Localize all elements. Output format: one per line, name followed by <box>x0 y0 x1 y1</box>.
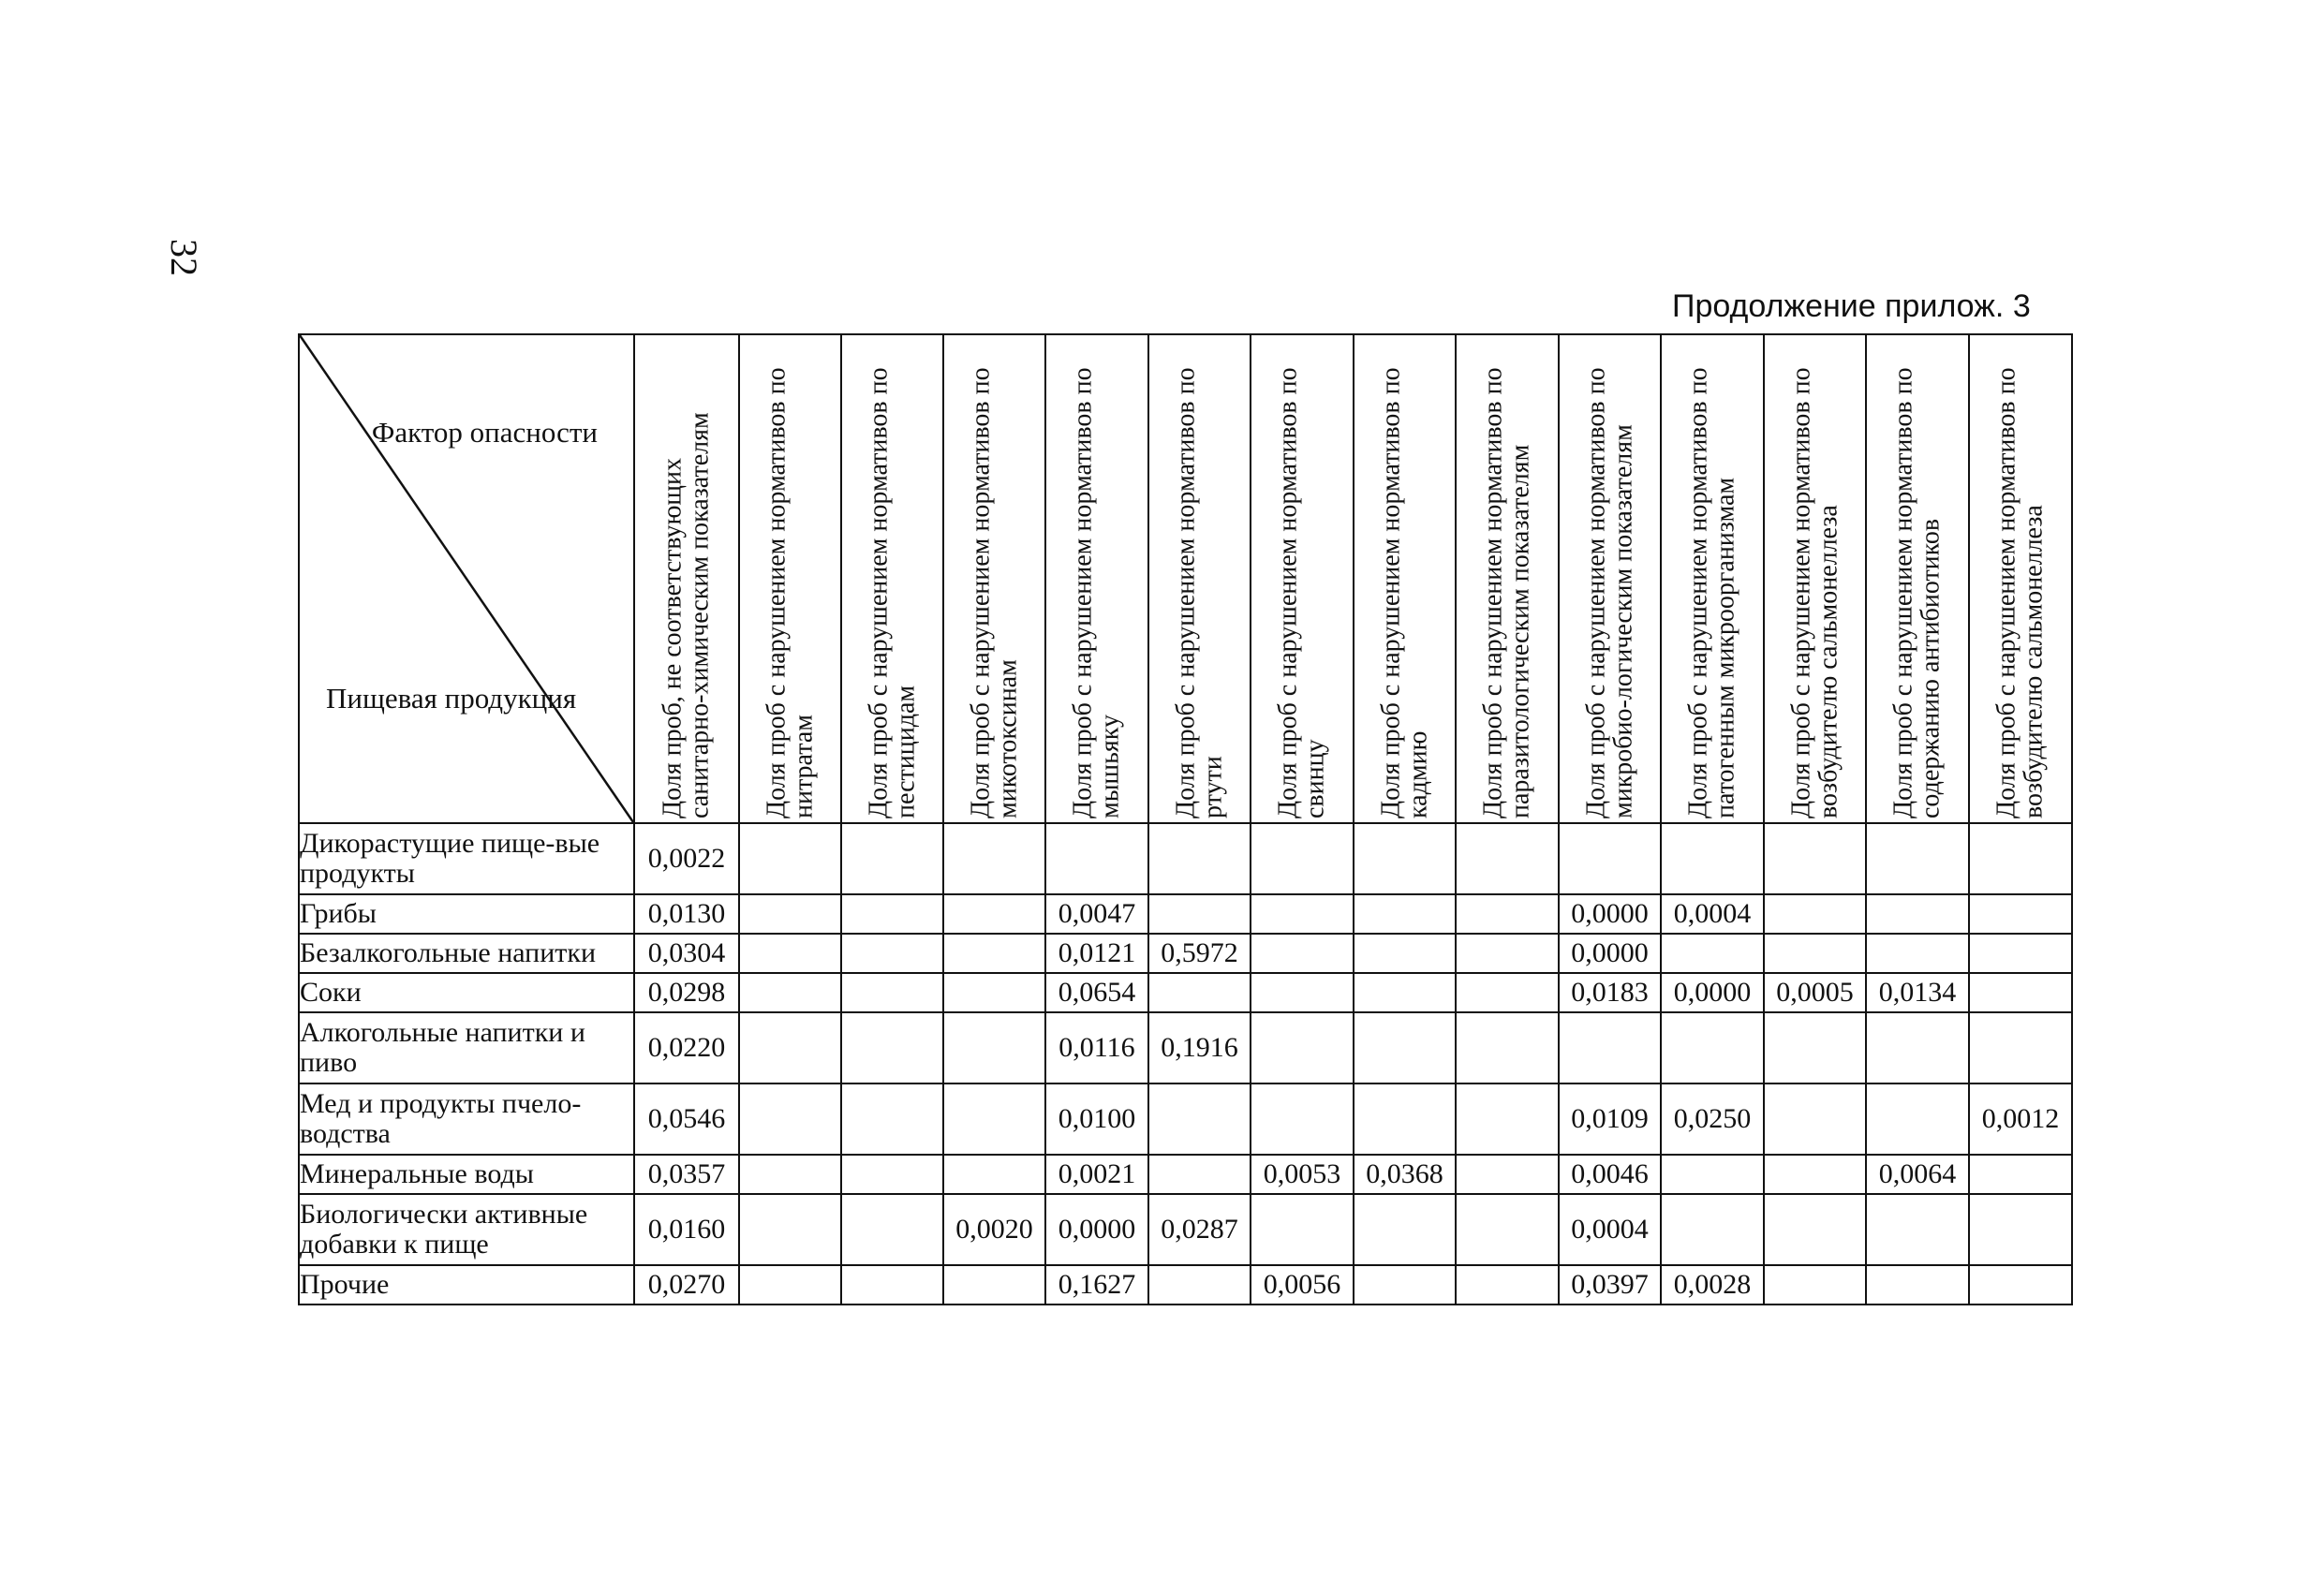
table-cell <box>1148 823 1251 894</box>
table-cell <box>1764 823 1866 894</box>
table-cell: 0,0654 <box>1045 973 1148 1012</box>
table-cell: 0,0357 <box>634 1155 739 1194</box>
row-label: Соки <box>299 973 634 1012</box>
table-cell <box>1456 1194 1559 1265</box>
table-cell: 0,0020 <box>943 1194 1045 1265</box>
column-header-text: Доля проб с нарушением нормативов по возбудителю сальмонеллеза <box>1786 367 1843 818</box>
column-header-text: Доля проб с нарушением нормативов по кадмию <box>1376 367 1433 818</box>
row-label: Прочие <box>299 1265 634 1305</box>
table-cell <box>1354 1012 1456 1083</box>
table-cell <box>1866 823 1969 894</box>
table-cell <box>1866 894 1969 934</box>
table-cell <box>1969 973 2072 1012</box>
table-cell <box>943 1265 1045 1305</box>
table-cell <box>1866 1265 1969 1305</box>
hazard-table <box>298 333 2073 1305</box>
table-cell: 0,5972 <box>1148 934 1251 973</box>
table-cell <box>1764 1265 1866 1305</box>
table-cell <box>739 973 841 1012</box>
table-cell <box>943 1155 1045 1194</box>
table-cell <box>1251 1083 1354 1155</box>
table-cell <box>1251 934 1354 973</box>
table-cell: 0,0056 <box>1251 1265 1354 1305</box>
table-cell: 0,0183 <box>1559 973 1661 1012</box>
column-header <box>1969 334 2072 823</box>
table-row <box>299 1265 2072 1305</box>
corner-cell <box>299 334 634 823</box>
table-cell <box>739 894 841 934</box>
column-header <box>841 334 943 823</box>
table-cell <box>1456 1012 1559 1083</box>
table-cell: 0,0220 <box>634 1012 739 1083</box>
column-header-text: Доля проб с нарушением нормативов по паразитологическим показателям <box>1478 367 1535 818</box>
table-cell: 0,0004 <box>1661 894 1764 934</box>
column-header-text: Доля проб, не соответствующих санитарно-химическим показателям <box>658 412 715 818</box>
table-cell: 0,0000 <box>1661 973 1764 1012</box>
table-row <box>299 973 2072 1012</box>
table-cell <box>841 934 943 973</box>
column-header <box>739 334 841 823</box>
table-cell <box>943 823 1045 894</box>
table-cell: 0,0000 <box>1045 1194 1148 1265</box>
table-cell <box>1969 1194 2072 1265</box>
table-cell <box>841 894 943 934</box>
table-cell <box>1148 1265 1251 1305</box>
column-header <box>943 334 1045 823</box>
table-cell <box>1456 1155 1559 1194</box>
table-cell <box>1456 823 1559 894</box>
table-row <box>299 1012 2072 1083</box>
table-cell <box>1148 894 1251 934</box>
column-header <box>634 334 739 823</box>
table-row <box>299 1194 2072 1265</box>
table-cell: 0,0053 <box>1251 1155 1354 1194</box>
column-header-text: Доля проб с нарушением нормативов по микотоксинам <box>966 367 1023 818</box>
table-cell <box>739 934 841 973</box>
table-cell <box>841 1012 943 1083</box>
table-cell <box>1251 894 1354 934</box>
table-cell: 0,0100 <box>1045 1083 1148 1155</box>
table-cell: 0,0012 <box>1969 1083 2072 1155</box>
table-cell <box>1969 823 2072 894</box>
table-cell <box>1969 1012 2072 1083</box>
table-cell: 0,0028 <box>1661 1265 1764 1305</box>
column-header <box>1559 334 1661 823</box>
continuation-title: Продолжение прилож. 3 <box>1672 288 2031 324</box>
table-cell <box>943 973 1045 1012</box>
row-label: Биологически активные добавки к пище <box>299 1194 634 1265</box>
table-cell <box>1661 1194 1764 1265</box>
table-cell <box>1354 894 1456 934</box>
table-cell <box>1969 1265 2072 1305</box>
table-cell: 0,0005 <box>1764 973 1866 1012</box>
table-cell <box>739 1155 841 1194</box>
table-row <box>299 894 2072 934</box>
table-cell <box>1866 1083 1969 1155</box>
table-cell <box>1251 973 1354 1012</box>
table-cell <box>1045 823 1148 894</box>
column-header-text: Доля проб с нарушением нормативов по мышьяку <box>1068 367 1125 818</box>
column-header <box>1866 334 1969 823</box>
column-header-text: Доля проб с нарушением нормативов по ртути <box>1171 367 1228 818</box>
table-cell: 0,0000 <box>1559 934 1661 973</box>
row-label: Дикорастущие пище-вые продукты <box>299 823 634 894</box>
row-label: Минеральные воды <box>299 1155 634 1194</box>
table-cell <box>1456 973 1559 1012</box>
table-cell <box>1764 1194 1866 1265</box>
table-cell <box>1456 934 1559 973</box>
table-row <box>299 1083 2072 1155</box>
table-cell: 0,0109 <box>1559 1083 1661 1155</box>
table-cell <box>1354 1083 1456 1155</box>
table-cell <box>1559 823 1661 894</box>
table-cell <box>739 1194 841 1265</box>
table-cell <box>1354 1194 1456 1265</box>
table-cell <box>739 1265 841 1305</box>
table-cell: 0,0121 <box>1045 934 1148 973</box>
diagonal-divider <box>300 335 633 822</box>
column-header <box>1045 334 1148 823</box>
table-cell <box>1354 1265 1456 1305</box>
table-cell <box>1456 1083 1559 1155</box>
table-cell: 0,1916 <box>1148 1012 1251 1083</box>
table-cell <box>1354 823 1456 894</box>
table-cell <box>1148 973 1251 1012</box>
table-row <box>299 1155 2072 1194</box>
page-number: 32 <box>163 239 205 276</box>
table-cell <box>1456 1265 1559 1305</box>
column-header <box>1764 334 1866 823</box>
table-cell <box>1456 894 1559 934</box>
column-header-text: Доля проб с нарушением нормативов по микробио-логическим показателям <box>1581 367 1638 818</box>
table-cell <box>841 1194 943 1265</box>
table-cell: 0,0046 <box>1559 1155 1661 1194</box>
table-cell <box>1354 934 1456 973</box>
table-cell <box>1764 1083 1866 1155</box>
column-header-text: Доля проб с нарушением нормативов по содержанию антибиотиков <box>1888 367 1946 818</box>
table-cell: 0,1627 <box>1045 1265 1148 1305</box>
table-cell <box>1148 1083 1251 1155</box>
table-cell <box>1251 823 1354 894</box>
table-cell: 0,0021 <box>1045 1155 1148 1194</box>
corner-factor-label: Фактор опасности <box>371 416 598 449</box>
column-header-text: Доля проб с нарушением нормативов по пестицидам <box>864 367 921 818</box>
table-cell: 0,0546 <box>634 1083 739 1155</box>
table-row <box>299 934 2072 973</box>
column-header-text: Доля проб с нарушением нормативов по патогенным микроорганизмам <box>1683 367 1740 818</box>
table-cell <box>1969 934 2072 973</box>
table-cell: 0,0116 <box>1045 1012 1148 1083</box>
table-cell <box>739 1012 841 1083</box>
table-cell <box>1661 823 1764 894</box>
table-cell <box>1559 1012 1661 1083</box>
header-row <box>299 334 2072 823</box>
table-cell <box>943 1012 1045 1083</box>
table-cell: 0,0270 <box>634 1265 739 1305</box>
row-label: Грибы <box>299 894 634 934</box>
table-row <box>299 823 2072 894</box>
table-cell <box>1764 1012 1866 1083</box>
table-cell <box>1661 934 1764 973</box>
column-header <box>1251 334 1354 823</box>
row-label: Мед и продукты пчело-водства <box>299 1083 634 1155</box>
table-cell <box>1251 1012 1354 1083</box>
table-cell <box>841 1083 943 1155</box>
row-label: Алкогольные напитки и пиво <box>299 1012 634 1083</box>
table-cell <box>1969 894 2072 934</box>
table-cell <box>1764 894 1866 934</box>
column-header-text: Доля проб с нарушением нормативов по нитратам <box>762 367 819 818</box>
table-cell: 0,0134 <box>1866 973 1969 1012</box>
table-cell: 0,0287 <box>1148 1194 1251 1265</box>
corner-product-label: Пищевая продукция <box>326 682 577 715</box>
column-header-text: Доля проб с нарушением нормативов по возбудителю сальмонеллеза <box>1991 367 2049 818</box>
table-cell <box>1661 1155 1764 1194</box>
table-cell <box>739 823 841 894</box>
column-header <box>1661 334 1764 823</box>
table-cell <box>943 894 1045 934</box>
table-cell <box>943 934 1045 973</box>
table-cell: 0,0368 <box>1354 1155 1456 1194</box>
table-cell: 0,0064 <box>1866 1155 1969 1194</box>
table-cell <box>1866 934 1969 973</box>
table-cell: 0,0000 <box>1559 894 1661 934</box>
table-body <box>299 823 2072 1305</box>
table-cell: 0,0160 <box>634 1194 739 1265</box>
table-cell: 0,0004 <box>1559 1194 1661 1265</box>
table-cell <box>841 973 943 1012</box>
column-header <box>1354 334 1456 823</box>
table-cell <box>1764 934 1866 973</box>
table-cell: 0,0047 <box>1045 894 1148 934</box>
table-cell: 0,0304 <box>634 934 739 973</box>
table-cell <box>943 1083 1045 1155</box>
column-header-text: Доля проб с нарушением нормативов по свинцу <box>1273 367 1330 818</box>
table-cell <box>1764 1155 1866 1194</box>
table-cell: 0,0250 <box>1661 1083 1764 1155</box>
table-cell <box>841 1265 943 1305</box>
table-cell <box>739 1083 841 1155</box>
table-cell: 0,0397 <box>1559 1265 1661 1305</box>
row-label: Безалкогольные напитки <box>299 934 634 973</box>
table-cell <box>841 1155 943 1194</box>
column-header <box>1456 334 1559 823</box>
table-cell <box>1969 1155 2072 1194</box>
table-cell <box>1866 1194 1969 1265</box>
table-cell <box>1866 1012 1969 1083</box>
table-cell <box>1354 973 1456 1012</box>
table-cell <box>841 823 943 894</box>
table-cell <box>1251 1194 1354 1265</box>
table-cell: 0,0298 <box>634 973 739 1012</box>
column-header <box>1148 334 1251 823</box>
table-cell <box>1148 1155 1251 1194</box>
table-cell: 0,0130 <box>634 894 739 934</box>
table-cell <box>1661 1012 1764 1083</box>
table-cell: 0,0022 <box>634 823 739 894</box>
